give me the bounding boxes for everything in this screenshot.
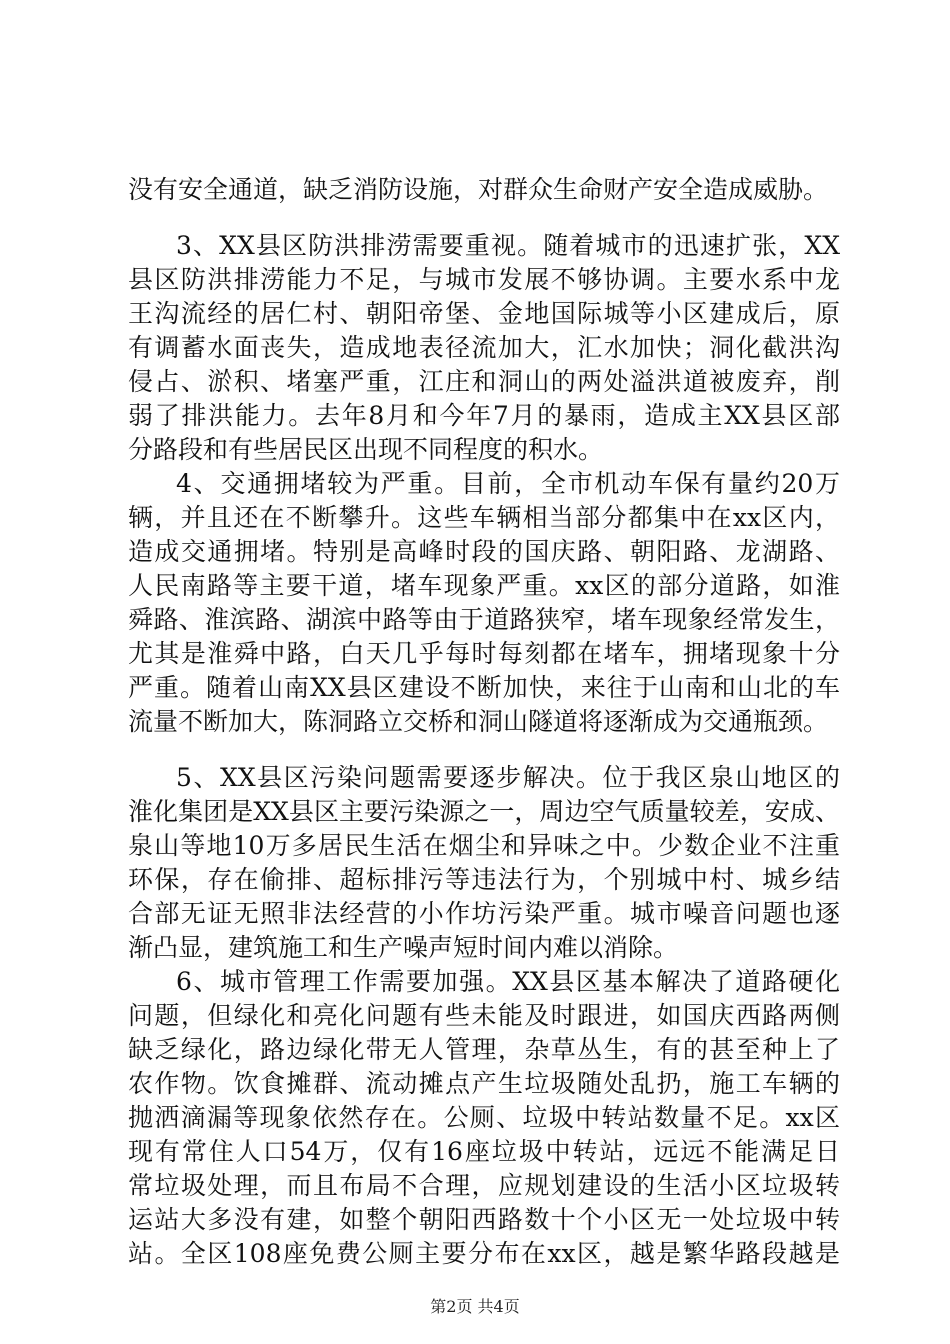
paragraph-line: 侵占、淤积、堵塞严重，江庄和洞山的两处溢洪道被废弃，削 — [128, 367, 840, 396]
paragraph-line: 3、XX县区防洪排涝需要重视。随着城市的迅速扩张，XX — [176, 231, 840, 260]
paragraph-line: 县区防洪排涝能力不足，与城市发展不够协调。主要水系中龙 — [128, 265, 840, 294]
paragraph-line: 舜路、淮滨路、湖滨中路等由于道路狭窄，堵车现象经常发生， — [128, 605, 840, 634]
paragraph-gap — [128, 739, 840, 761]
paragraph-line: 没有安全通道，缺乏消防设施，对群众生命财产安全造成威胁。 — [128, 175, 829, 204]
page-footer — [0, 1297, 950, 1317]
paragraph-line: 问题，但绿化和亮化问题有些未能及时跟进，如国庆西路两侧 — [128, 1001, 840, 1030]
paragraph-line: 泉山等地10万多居民生活在烟尘和异味之中。少数企业不注重 — [128, 831, 840, 860]
paragraph-line: 5、XX县区污染问题需要逐步解决。位于我区泉山地区的 — [176, 763, 840, 792]
paragraph-line: 流量不断加大，陈洞路立交桥和洞山隧道将逐渐成为交通瓶颈。 — [128, 707, 829, 736]
paragraph-line: 4、交通拥堵较为严重。目前，全市机动车保有量约20万 — [176, 469, 840, 498]
paragraph-line: 站。全区108座免费公厕主要分布在xx区，越是繁华路段越是 — [128, 1239, 840, 1268]
paragraph-line: 淮化集团是XX县区主要污染源之一，周边空气质量较差，安成、 — [128, 797, 840, 826]
paragraph-line: 分路段和有些居民区出现不同程度的积水。 — [128, 435, 604, 464]
paragraph-line: 渐凸显，建筑施工和生产噪声短时间内难以消除。 — [128, 933, 679, 962]
paragraph-line: 严重。随着山南XX县区建设不断加快，来往于山南和山北的车 — [128, 673, 840, 702]
paragraph-line: 辆，并且还在不断攀升。这些车辆相当部分都集中在xx区内， — [128, 503, 840, 532]
page-number-label: 第2页 共4页 — [430, 1297, 520, 1316]
paragraph-line: 6、城市管理工作需要加强。XX县区基本解决了道路硬化 — [176, 967, 840, 996]
paragraph-line: 弱了排洪能力。去年8月和今年7月的暴雨，造成主XX县区部 — [128, 401, 840, 430]
paragraph-line: 环保，存在偷排、超标排污等违法行为，个别城中村、城乡结 — [128, 865, 840, 894]
paragraph-gap — [128, 207, 840, 229]
paragraph-line: 缺乏绿化，路边绿化带无人管理，杂草丛生，有的甚至种上了 — [128, 1035, 840, 1064]
paragraph-line: 农作物。饮食摊群、流动摊点产生垃圾随处乱扔，施工车辆的 — [128, 1069, 840, 1098]
paragraph-line: 王沟流经的居仁村、朝阳帝堡、金地国际城等小区建成后，原 — [128, 299, 840, 328]
paragraph-line: 造成交通拥堵。特别是高峰时段的国庆路、朝阳路、龙湖路、 — [128, 537, 840, 566]
paragraph-line: 人民南路等主要干道，堵车现象严重。xx区的部分道路，如淮 — [128, 571, 840, 600]
document-body — [128, 173, 840, 1271]
paragraph-line: 现有常住人口54万，仅有16座垃圾中转站，远远不能满足日 — [128, 1137, 840, 1166]
paragraph-line: 常垃圾处理，而且布局不合理，应规划建设的生活小区垃圾转 — [128, 1171, 840, 1200]
paragraph-line: 合部无证无照非法经营的小作坊污染严重。城市噪音问题也逐 — [128, 899, 840, 928]
paragraph-line: 运站大多没有建，如整个朝阳西路数十个小区无一处垃圾中转 — [128, 1205, 840, 1234]
paragraph-line: 有调蓄水面丧失，造成地表径流加大，汇水加快；洞化截洪沟 — [128, 333, 840, 362]
paragraph-line: 尤其是淮舜中路，白天几乎每时每刻都在堵车，拥堵现象十分 — [128, 639, 840, 668]
paragraph-line: 抛洒滴漏等现象依然存在。公厕、垃圾中转站数量不足。xx区 — [128, 1103, 840, 1132]
